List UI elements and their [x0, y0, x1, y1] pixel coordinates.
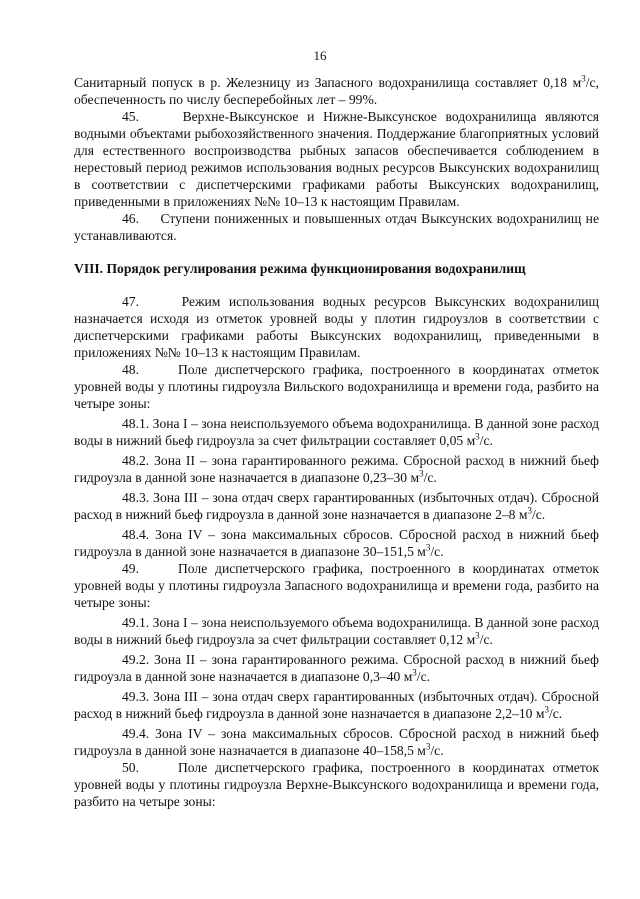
paragraph-48: 48. Поле диспетчерского графика, построенного в координатах отметок уровней воды у плотины гидроузла Вильского водохранилища и времени года, разбито на четыре зоны:: [74, 362, 599, 411]
paragraph-49: 49. Поле диспетчерского графика, построенного в координатах отметок уровней воды у плотины гидроузла Запасного водохранилища и времени года, разбито на четыре зоны:: [74, 561, 599, 610]
paragraph-49-4: 49.4. Зона IV – зона максимальных сбросов. Сбросной расход в нижний бьеф гидроузла в данной зоне назначается в диапазоне 40–158,5 $м^3/с$.: [74, 726, 599, 758]
paragraph-49-3: 49.3. Зона III – зона отдач сверх гарантированных (избыточных отдач). Сбросной расход в нижний бьеф гидроузла в данной зоне назначается в диапазоне 2,2–10 $м^3/с$.: [74, 689, 599, 721]
section-heading: VIII. Порядок регулирования режима функционирования водохранилищ: [74, 261, 526, 276]
paragraph-47: 47. Режим использования водных ресурсов Выксунских водохранилищ назначается исходя из отметок уровней воды у плотин гидроузлов в соответствии с диспетчерскими графиками работы Выксунских водохранилищ, приведенными в приложениях №№ 10–13 к настоящим Правилам.: [74, 294, 599, 360]
paragraph-48-4: 48.4. Зона IV – зона максимальных сбросов. Сбросной расход в нижний бьеф гидроузла в данной зоне назначается в диапазоне 30–151,5 $м^3/с$.: [74, 527, 599, 559]
paragraph-50: 50. Поле диспетчерского графика, построенного в координатах отметок уровней воды у плотины гидроузла Верхне-Выксунского водохранилища и времени года, разбито на четыре зоны:: [74, 760, 599, 809]
document-body: [74, 74, 599, 810]
paragraph-49-1: 49.1. Зона I – зона неиспользуемого объема водохранилища. В данной зоне расход воды в нижний бьеф гидроузла за счет фильтрации составляет 0,12 $м^3/с$.: [74, 615, 599, 647]
paragraph-48-2: 48.2. Зона II – зона гарантированного режима. Сбросной расход в нижний бьеф гидроузла в данной зоне назначается в диапазоне 0,23–30 $м^3/с$.: [74, 453, 599, 485]
paragraph-sanitary-release: Санитарный попуск в р. Железницу из Запасного водохранилища составляет 0,18 $м^3/с$, обеспеченность по числу бесперебойных лет – 99%.: [74, 73, 599, 107]
paragraph-48-1: 48.1. Зона I – зона неиспользуемого объема водохранилища. В данной зоне расход воды в нижний бьеф гидроузла за счет фильтрации составляет 0,05 $м^3/с$.: [74, 416, 599, 448]
page-number: 16: [313, 48, 327, 63]
paragraph-48-3: 48.3. Зона III – зона отдач сверх гарантированных (избыточных отдач). Сбросной расход в нижний бьеф гидроузла в данной зоне назначается в диапазоне 2–8 $м^3/с$.: [74, 490, 599, 522]
paragraph-49-2: 49.2. Зона II – зона гарантированного режима. Сбросной расход в нижний бьеф гидроузла в данной зоне назначается в диапазоне 0,3–40 $м^3/с$.: [74, 652, 599, 684]
paragraph-46: 46. Ступени пониженных и повышенных отдач Выксунских водохранилищ не устанавливаются.: [74, 211, 599, 243]
paragraph-45: 45. Верхне-Выксунское и Нижне-Выксунское водохранилища являются водными объектами рыбохозяйственного значения. Поддержание благоприятных условий для естественного воспроизводства рыбных запасов обеспечивается соблюдением в нерестовый период режимов использования водных ресурсов Выксунских водохранилищ в соответствии с диспетчерскими графиками работы Выксунских водохранилищ, приведенными в приложениях №№ 10–13 к настоящим Правилам.: [74, 109, 599, 209]
